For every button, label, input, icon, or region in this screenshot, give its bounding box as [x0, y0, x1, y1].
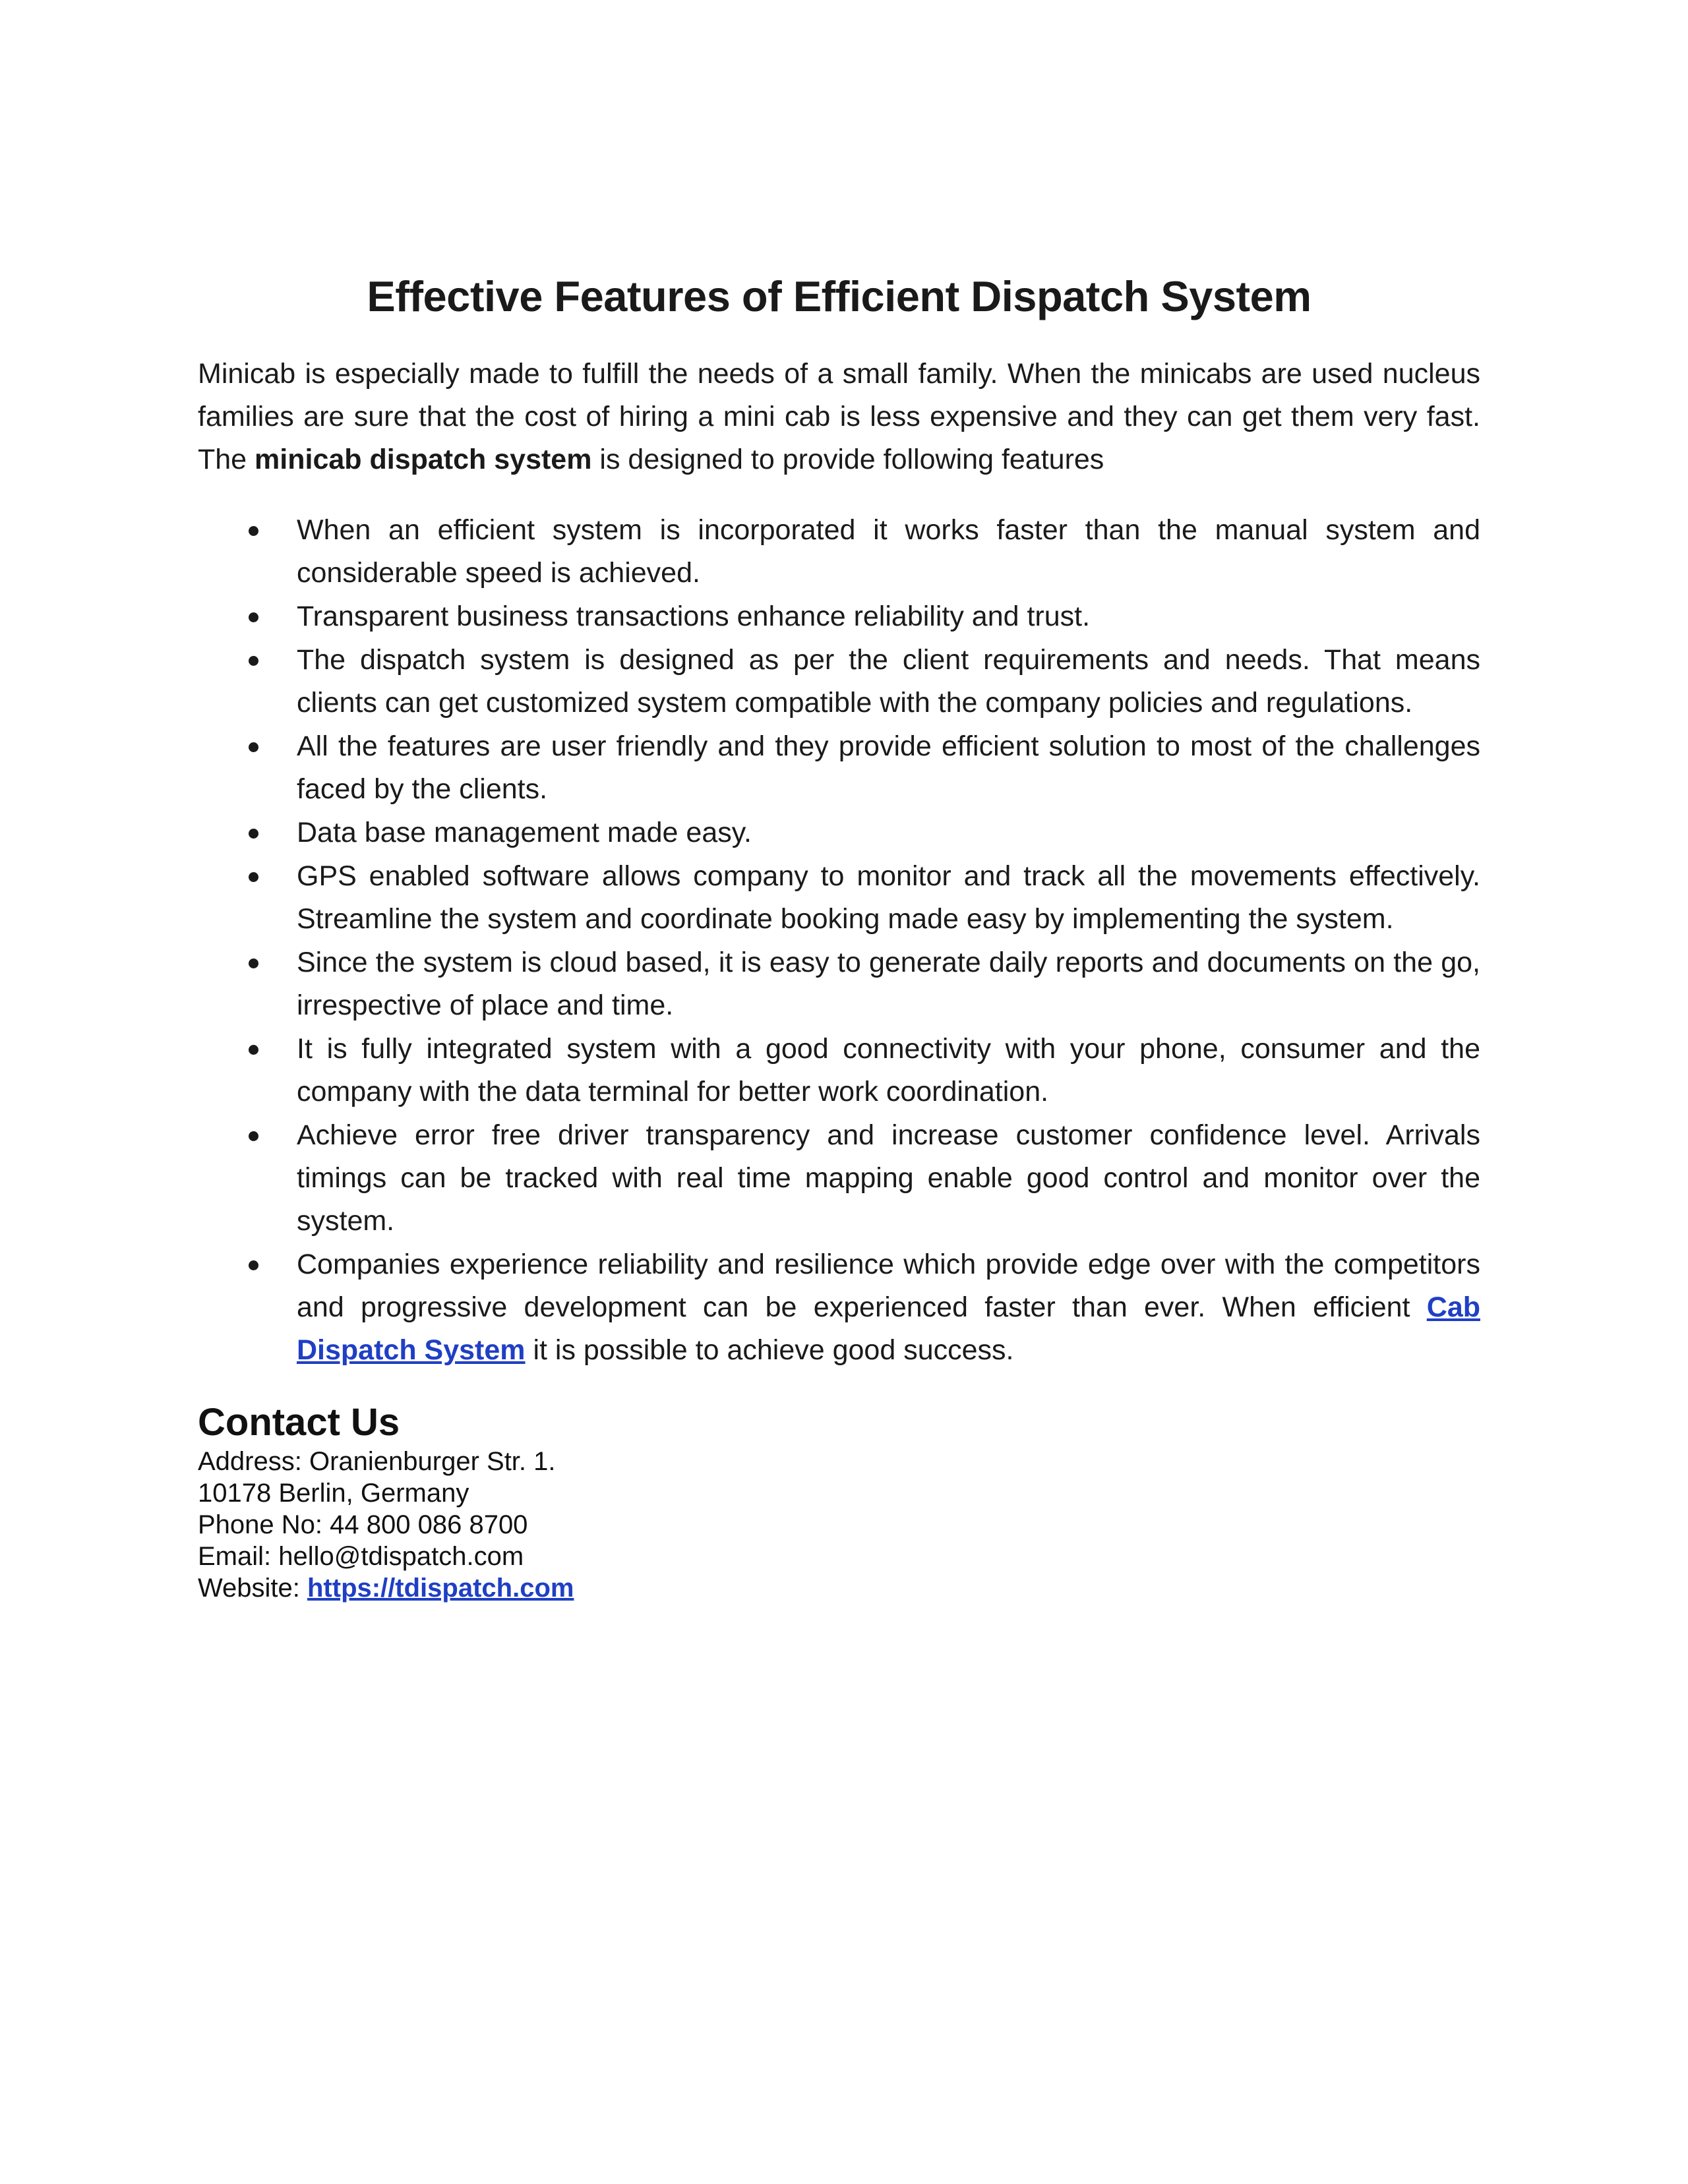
bullet-icon [249, 1045, 258, 1055]
website-line [198, 1572, 1480, 1604]
intro-paragraph [198, 353, 1480, 481]
bullet-icon [249, 656, 258, 666]
bullet-icon [249, 1260, 258, 1270]
list-item [198, 1028, 1480, 1113]
feature-text-end: it is possible to achieve good success. [525, 1334, 1014, 1366]
list-item [198, 595, 1480, 638]
bullet-icon [249, 872, 258, 882]
feature-text: It is fully integrated system with a good connectivity with your phone, consumer and the company with the data terminal for better work coordination. [297, 1033, 1480, 1107]
list-item [198, 812, 1480, 854]
feature-text: Achieve error free driver transparency and increase customer confidence level. Arrivals timings can be tracked with real time mapping enable good control and monitor over the system. [297, 1119, 1480, 1237]
list-item [198, 941, 1480, 1027]
feature-text: All the features are user friendly and they provide efficient solution to most of the challenges faced by the clients. [297, 730, 1480, 805]
contact-heading: Contact Us [198, 1401, 400, 1444]
bullet-icon [249, 526, 258, 536]
city-line: 10178 Berlin, Germany [198, 1479, 469, 1508]
website-label: Website: [198, 1574, 307, 1603]
website-link[interactable]: https://tdispatch.com [307, 1574, 574, 1603]
intro-text-end: is designed to provide following features [591, 444, 1104, 475]
list-item [198, 1243, 1480, 1372]
feature-text: Transparent business transactions enhance reliability and trust. [297, 601, 1091, 632]
list-item [198, 509, 1480, 595]
list-item [198, 1114, 1480, 1243]
email-line: Email: hello@tdispatch.com [198, 1542, 524, 1571]
bullet-icon [249, 612, 258, 622]
cab-dispatch-system-link[interactable]: Cab Dispatch System [297, 1291, 1480, 1366]
bullet-icon [249, 1131, 258, 1141]
feature-text: When an efficient system is incorporated it works faster than the manual system and considerable speed is achieved. [297, 514, 1480, 589]
bullet-icon [249, 829, 258, 839]
list-item [198, 725, 1480, 811]
feature-text: Data base management made easy. [297, 817, 752, 848]
phone-line: Phone No: 44 800 086 8700 [198, 1510, 528, 1539]
features-list [198, 509, 1480, 1372]
intro-text-start: Minicab is especially made to fulfill the needs of a small family. When the minicabs are used nucleus families are sure that the cost of hiring a mini cab is less expensive and they can get them very fast. The [198, 358, 1480, 475]
list-item [198, 855, 1480, 941]
bullet-icon [249, 959, 258, 968]
bullet-icon [249, 742, 258, 752]
feature-text: Since the system is cloud based, it is easy to generate daily reports and documents on the go, irrespective of place and time. [297, 947, 1480, 1021]
contact-section [198, 1400, 1480, 1604]
document-content [198, 267, 1480, 1604]
intro-bold-term: minicab dispatch system [255, 444, 592, 475]
feature-text: GPS enabled software allows company to monitor and track all the movements effectively. Streamline the system and coordinate booking made easy by implementing the system. [297, 860, 1480, 935]
feature-text: The dispatch system is designed as per the client requirements and needs. That means clients can get customized system compatible with the company policies and regulations. [297, 644, 1480, 719]
feature-text-start: Companies experience reliability and resilience which provide edge over with the competitors and progressive development can be experienced faster than ever. When efficient [297, 1249, 1480, 1323]
list-item [198, 639, 1480, 724]
document-title: Effective Features of Efficient Dispatch System [367, 272, 1311, 320]
address-line: Address: Oranienburger Str. 1. [198, 1447, 556, 1476]
